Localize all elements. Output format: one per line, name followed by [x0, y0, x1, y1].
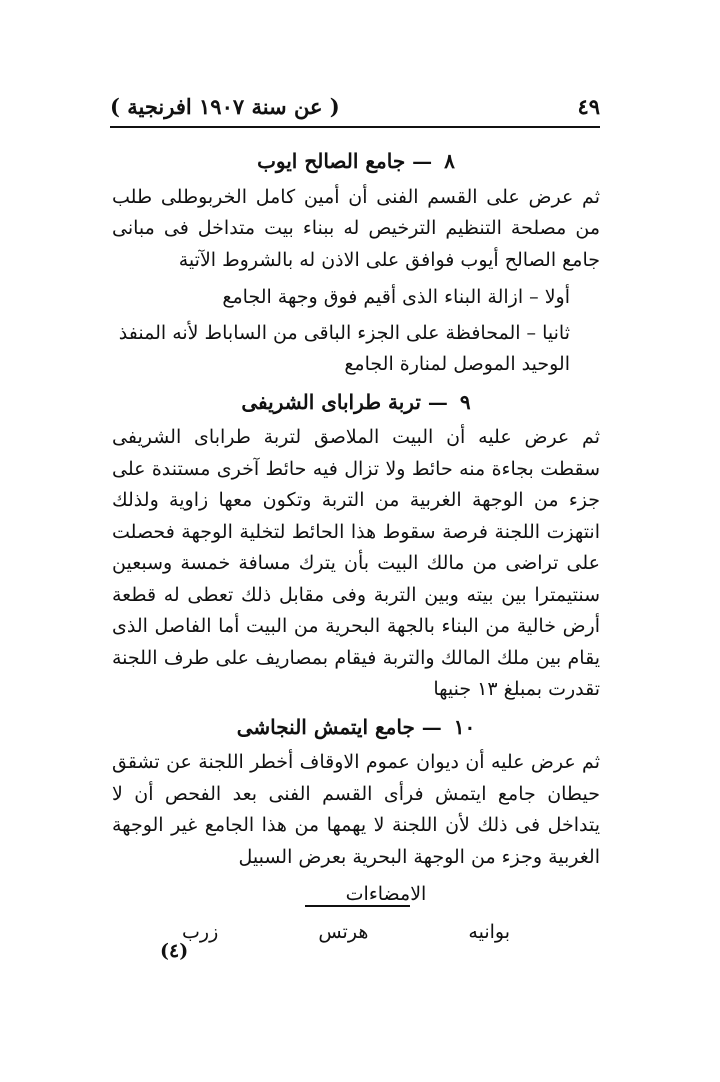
signature-name-2: هرتس: [318, 920, 369, 943]
header-rule: [110, 126, 600, 128]
signatures-lead: الامضاءات: [345, 883, 427, 905]
section-10-heading: [112, 712, 600, 744]
page-number: ٤٩: [577, 93, 600, 119]
section-8-heading: [112, 146, 600, 178]
section-9-title: — تربة طراباى الشريفى: [241, 389, 448, 414]
closing-rule: [305, 905, 410, 907]
section-10-title: — جامع ايتمش النجاشى: [236, 714, 442, 739]
section-8-number: ٨: [444, 149, 455, 173]
section-8-item-2: ثانيا – المحافظة على الجزء الباقى من الساباط لأنه المنفذ الوحيد الموصل لمنارة الجامع: [118, 321, 570, 375]
signature-mark: (٤): [160, 940, 189, 962]
signature-name-3: زرب: [182, 920, 219, 943]
section-8-title: — جامع الصالح ايوب: [257, 149, 433, 173]
section-9-paragraph: ثم عرض عليه أن البيت الملاصق لتربة طراباى الشريفى سقطت بجاءة منه حائط ولا تزال فيه حائط آخرى مستندة على جزء من الوجهة الغربية من التربة وتكون معها زاوية ولذلك انتهزت اللجنة فرصة سقوط هذا الحائط لتخلية الوجهة فحصلت على تراضى من مالك البيت بأن يترك مسافة خمسة وسبعين سنتيمترا بين بيته وبين التربة وفى مقابل ذلك تعطى له قطعة أرض خالية من البناء بالجهة البحرية من البيت أما الفاصل الذى يقام بين ملك المالك والتربة فيقام بمصاريف على طرف اللجنة تقدرت بمبلغ ١٣ جنيها: [112, 426, 600, 700]
page-title: ( عن سنة ١٩٠٧ افرنجية ): [110, 93, 340, 119]
section-9-number: ٩: [459, 389, 471, 414]
section-8-paragraph: ثم عرض على القسم الفنى أن أمين كامل الخربوطلى طلب من مصلحة التنظيم الترخيص له ببناء بيت متداخل فى مبانى جامع الصالح أيوب فوافق على الاذن له بالشروط الآتية: [112, 185, 600, 271]
signature-name-1: بوانيه: [468, 920, 510, 943]
section-10-paragraph: ثم عرض عليه أن ديوان عموم الاوقاف أخطر اللجنة عن تشقق حيطان جامع ايتمش فرأى القسم الفنى بعد الفحص أن لا يتداخل فى ذلك لأن اللجنة لا يهمها من هذا الجامع غير الوجهة الغربية وجزء من الوجهة البحرية بعرض السبيل: [112, 751, 600, 868]
section-10-number: ١٠: [453, 714, 476, 739]
page-header: [110, 88, 600, 124]
section-9-heading: [112, 387, 600, 419]
section-8-item-1: أولا – ازالة البناء الذى أقيم فوق وجهة الجامع: [222, 286, 570, 308]
document-body: [112, 140, 600, 948]
